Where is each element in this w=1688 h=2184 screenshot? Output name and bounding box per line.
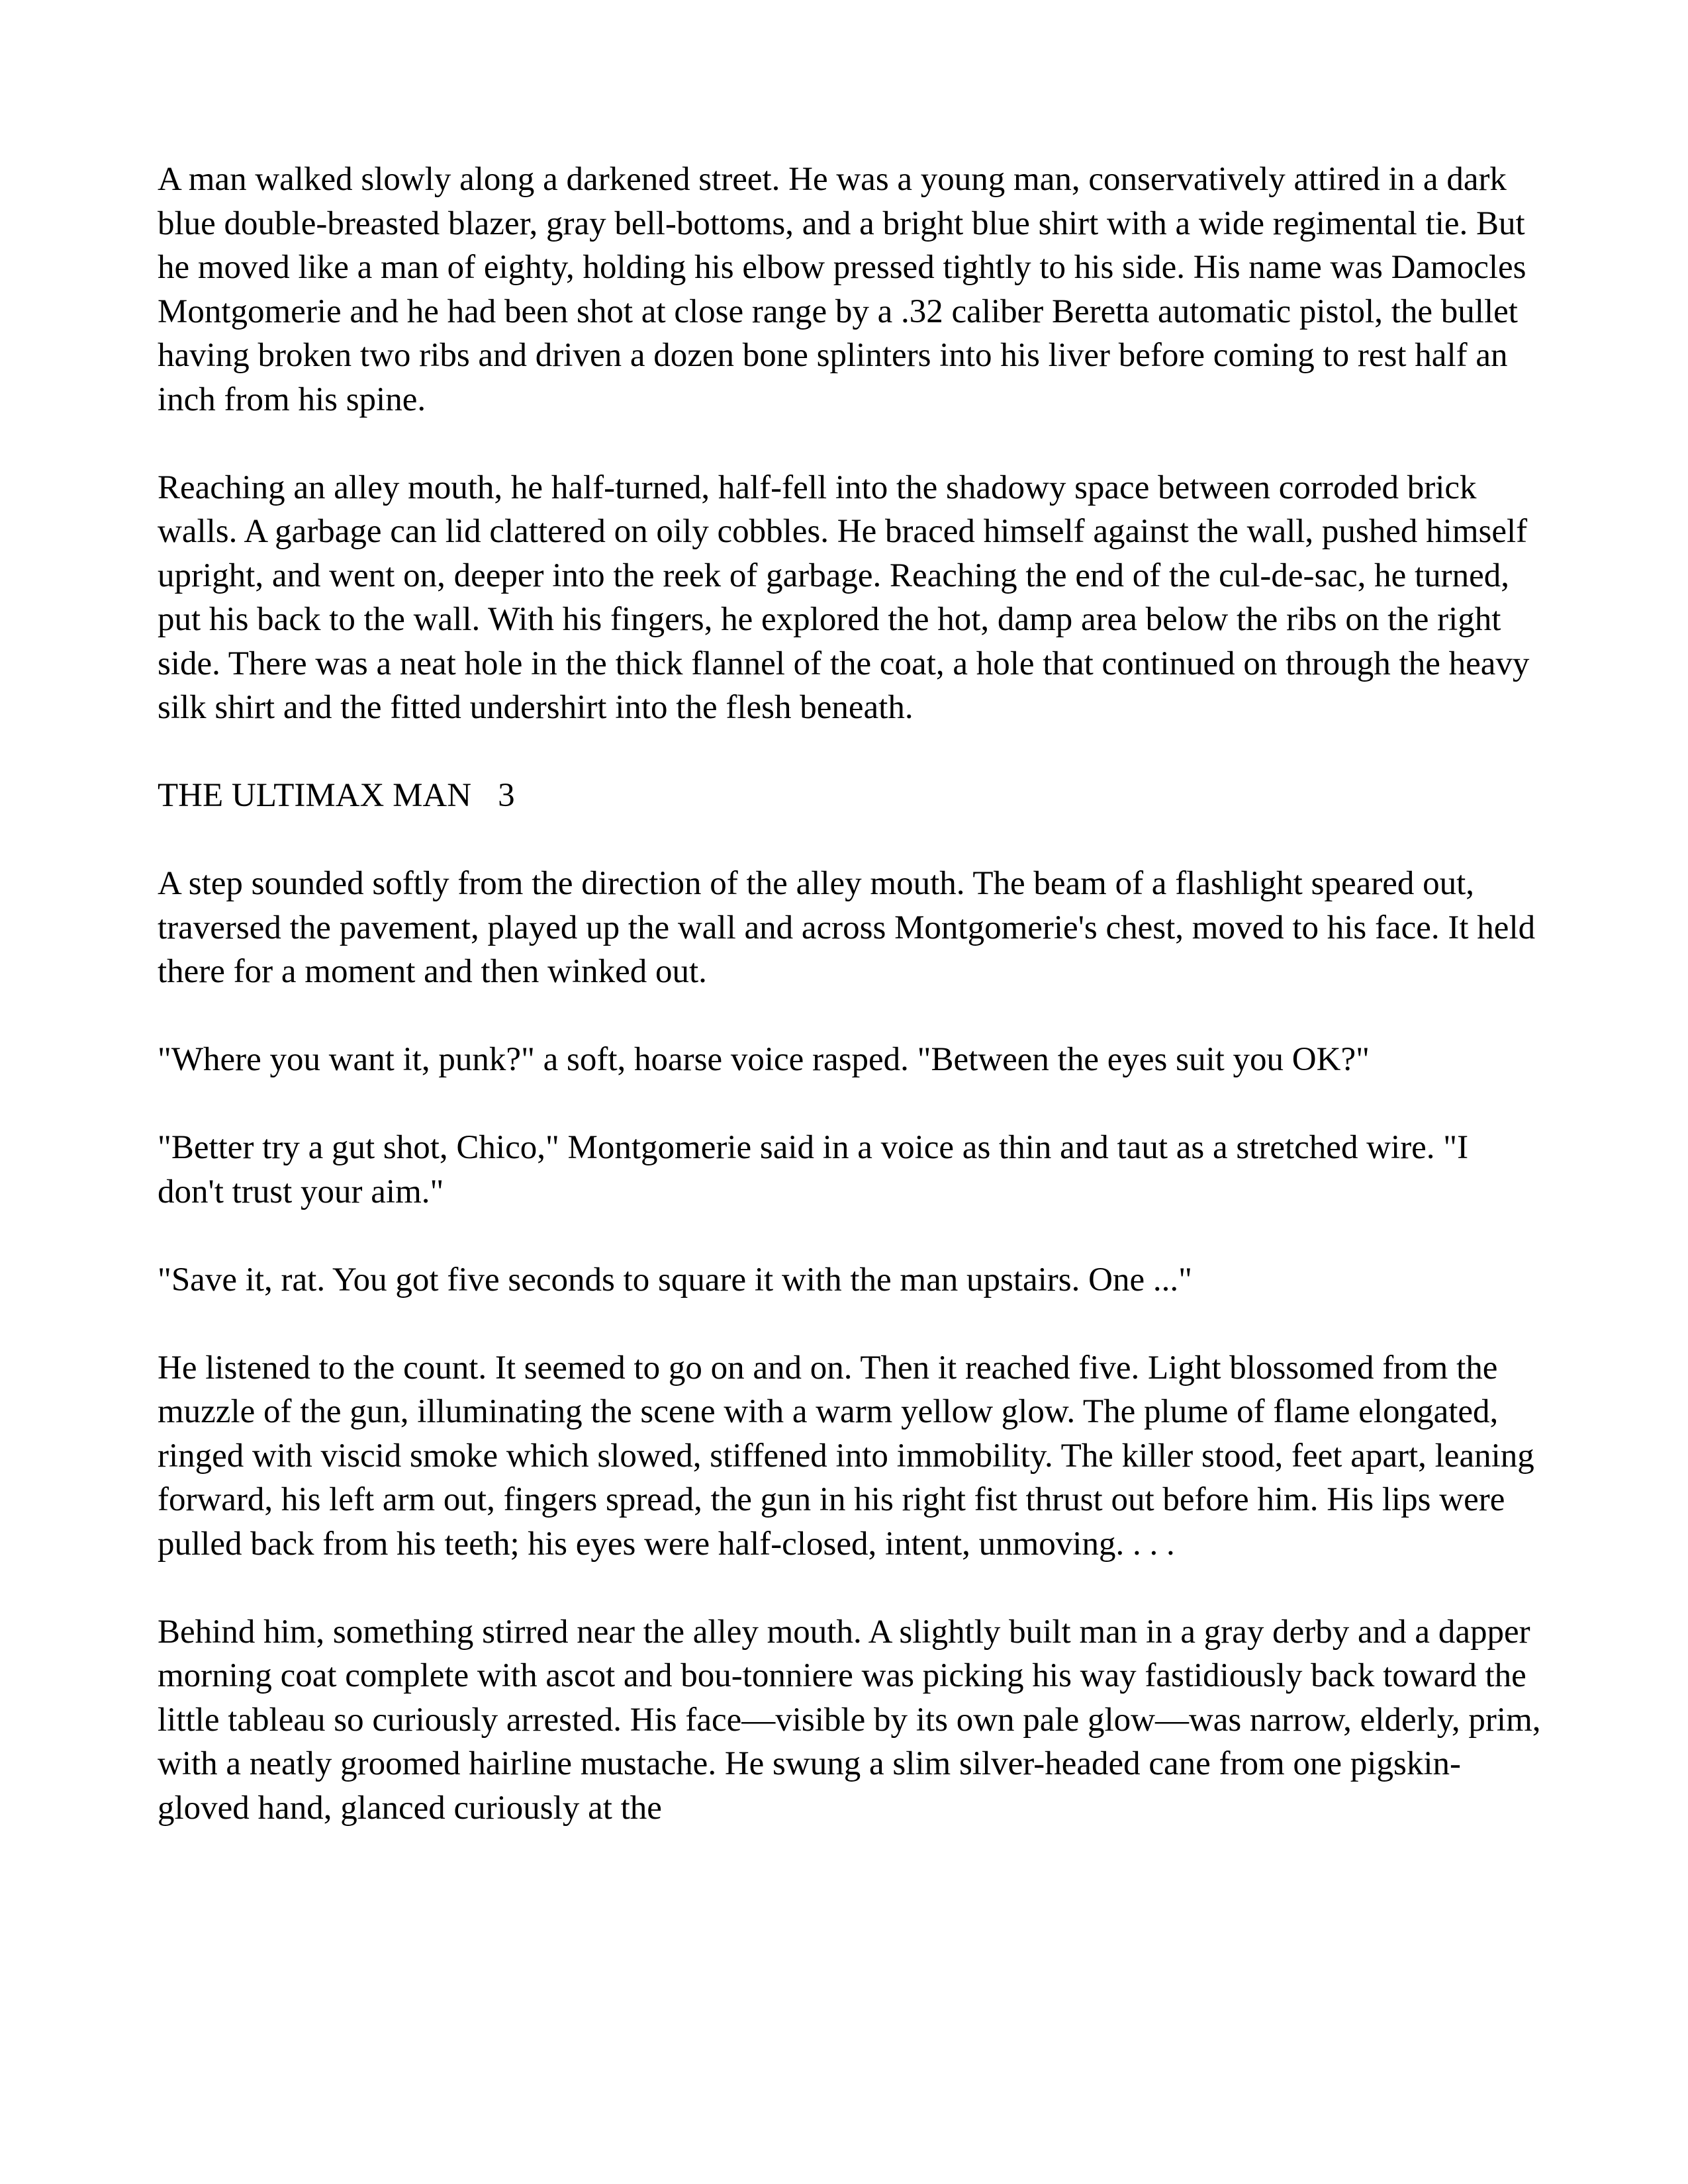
paragraph-4: "Where you want it, punk?" a soft, hoarse voice rasped. "Between the eyes suit you OK?" [158, 1041, 1370, 1078]
paragraph-6: "Save it, rat. You got five seconds to square it with the man upstairs. One ..." [158, 1261, 1192, 1298]
paragraph-7: He listened to the count. It seemed to go on and on. Then it reached five. Light blossomed from the muzzle of the gun, illuminating the scene with a warm yellow glow. The plume of flame elongated, ringed with viscid smoke which slowed, stiffened into immobility. The killer stood, feet apart, leaning forward, his left arm out, fingers spread, the gun in his right fist thrust out before him. His lips were pulled back from his teeth; his eyes were half-closed, intent, unmoving. . . . [158, 1349, 1534, 1563]
running-header [158, 774, 1541, 818]
paragraph-1: A man walked slowly along a darkened street. He was a young man, conservatively attired in a dark blue double-breasted blazer, gray bell-bottoms, and a bright blue shirt with a wide regimental tie. But he moved like a man of eighty, holding his elbow pressed tightly to his side. His name was Damocles Montgomerie and he had been shot at close range by a .32 caliber Beretta automatic pistol, the bullet having broken two ribs and driven a dozen bone splinters into his liver before coming to rest half an inch from his spine. [158, 161, 1526, 418]
page-number: 3 [498, 777, 515, 814]
paragraph-8: Behind him, something stirred near the alley mouth. A slightly built man in a gray derby and a dapper morning coat complete with ascot and bou-tonniere was picking his way fastidiously back toward the little tableau so curiously arrested. His face—visible by its own pale glow—was narrow, elderly, prim, with a neatly groomed hairline mustache. He swung a slim silver-headed cane from one pigskin-gloved hand, glanced curiously at the [158, 1613, 1541, 1827]
body-text [158, 158, 1541, 1874]
paragraph-5: "Better try a gut shot, Chico," Montgomerie said in a voice as thin and taut as a stretched wire. "I don't trust your aim." [158, 1129, 1469, 1210]
running-header-title: THE ULTIMAX MAN [158, 777, 472, 814]
paragraph-3: A step sounded softly from the direction of the alley mouth. The beam of a flashlight speared out, traversed the pavement, played up the wall and across Montgomerie's chest, moved to his face. It held there for a moment and then winked out. [158, 865, 1536, 990]
paragraph-2: Reaching an alley mouth, he half-turned, half-fell into the shadowy space between corroded brick walls. A garbage can lid clattered on oily cobbles. He braced himself against the wall, pushed himself upright, and went on, deeper into the reek of garbage. Reaching the end of the cul-de-sac, he turned, put his back to the wall. With his fingers, he explored the hot, damp area below the ribs on the right side. There was a neat hole in the thick flannel of the coat, a hole that continued on through the heavy silk shirt and the fitted undershirt into the flesh beneath. [158, 469, 1530, 726]
